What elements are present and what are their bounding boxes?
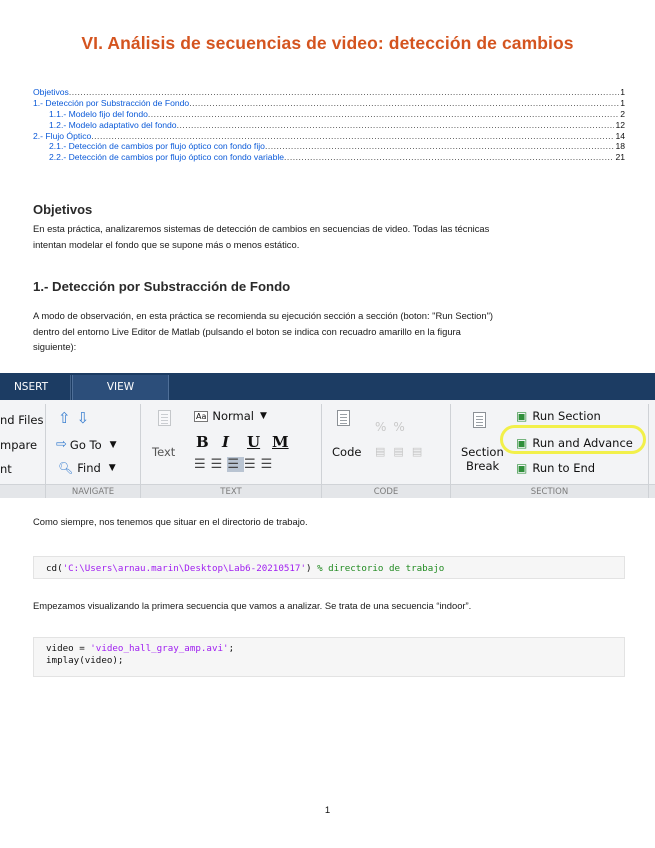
tab-view[interactable]: VIEW	[72, 375, 169, 400]
run-to-end-label: Run to End	[532, 461, 596, 475]
magnifier-icon: 🔍︎	[58, 461, 74, 475]
toolstrip-tab-bar	[0, 373, 655, 400]
run-section-icon: ▣	[516, 409, 528, 423]
chevron-down-icon: ▼	[259, 411, 267, 421]
section1-line-2: dentro del entorno Live Editor de Matlab (pulsando el boton se indica con recuadro amarillo en la figura	[33, 325, 461, 337]
document-title: VI. Análisis de secuencias de video: detección de cambios	[81, 33, 574, 53]
toc-entry-label[interactable]: 2.2.- Detección de cambios por flujo óptico con fondo variable	[49, 152, 285, 163]
run-advance-icon: ▣	[516, 436, 528, 450]
section1-line-1: A modo de observación, en esta práctica se recomienda su ejecución sección a sección (boton: "Run Section")	[33, 310, 494, 321]
section-break-icon-wrap[interactable]	[473, 412, 486, 428]
text-button-label[interactable]: Text	[152, 445, 176, 459]
comment-icon[interactable]: %	[375, 420, 394, 434]
go-to-button[interactable]	[56, 437, 117, 452]
toc-entry[interactable]	[33, 109, 625, 120]
toc-page-number: 2	[620, 108, 625, 119]
section1-heading: 1.- Detección por Substracción de Fondo	[33, 279, 291, 294]
italic-button[interactable]: I	[222, 433, 230, 451]
run-section-highlight	[500, 425, 646, 454]
code-block-implay	[33, 637, 625, 677]
objetivos-line-2: intentan modelar el fondo que se supone más o menos estático.	[33, 238, 300, 250]
run-section-label: Run Section	[532, 409, 601, 423]
toc-leader-dots	[284, 152, 614, 162]
workdir-paragraph: Como siempre, nos tenemos que situar en el directorio de trabajo.	[33, 516, 308, 527]
run-to-end-icon: ▣	[516, 461, 528, 475]
down-arrow-icon[interactable]: ⇩	[76, 409, 90, 427]
code-assign: video =	[46, 643, 91, 654]
text-doc-icon	[158, 410, 171, 426]
code-line-1	[46, 643, 624, 655]
code-button[interactable]: Code	[332, 445, 362, 459]
align-right-icon[interactable]: ☰	[260, 457, 278, 472]
page-number: 1	[324, 805, 331, 816]
code-line-2: implay(video);	[46, 655, 124, 666]
smart-indent-icon[interactable]: ▤	[411, 445, 431, 458]
compare-button[interactable]: mpare	[0, 438, 38, 452]
toolstrip-ribbon	[0, 400, 655, 498]
toc-leader-dots	[265, 141, 615, 151]
toc-leader-dots	[69, 87, 619, 97]
code-format-buttons[interactable]	[375, 420, 412, 434]
matlab-toolstrip-figure	[0, 373, 655, 498]
toc-entry-label[interactable]: 1.1.- Modelo fijo del fondo	[49, 108, 148, 119]
toc-page-number: 12	[615, 119, 625, 130]
objetivos-line-1: En esta práctica, analizaremos sistemas de detección de cambios en secuencias de video. Todas las técnicas	[33, 223, 490, 234]
find-files-button[interactable]: nd Files	[0, 413, 44, 427]
section-break-line2[interactable]: Break	[466, 459, 500, 473]
toc-entry-label[interactable]: Objetivos	[33, 87, 69, 97]
outdent-icon[interactable]: ▤	[393, 445, 412, 458]
navigate-arrows[interactable]	[58, 409, 89, 427]
toc-entry[interactable]	[33, 141, 625, 152]
indent-icon[interactable]: ▤	[375, 445, 394, 458]
section-break-icon	[473, 412, 486, 428]
navigate-group-label: NAVIGATE	[46, 484, 140, 498]
numbered-list-icon[interactable]: ☰	[210, 457, 228, 472]
code-button-icon[interactable]	[337, 410, 350, 426]
objetivos-heading: Objetivos	[33, 202, 93, 217]
run-advance-label: Run and Advance	[532, 436, 633, 450]
underline-button[interactable]: U	[247, 433, 261, 451]
run-to-end-button[interactable]	[516, 461, 595, 475]
go-to-icon: ⇨	[56, 437, 67, 452]
section-break-line1[interactable]: Section	[461, 445, 504, 459]
style-dropdown-value: Normal	[212, 409, 254, 423]
run-section-button[interactable]	[516, 409, 601, 423]
paragraph-format-buttons[interactable]	[194, 457, 277, 472]
toc-page-number: 21	[615, 152, 625, 163]
next-group-label	[649, 484, 655, 498]
section1-paragraph	[33, 308, 623, 355]
code-function: cd(	[46, 563, 63, 574]
align-center-icon[interactable]: ☰	[243, 457, 261, 472]
toc-entry-label[interactable]: 2.1.- Detección de cambios por flujo óptico con fondo fijo	[49, 141, 265, 152]
find-label: Find	[77, 461, 101, 475]
style-dropdown[interactable]	[194, 409, 267, 423]
toc-entry-label[interactable]: 1.- Detección por Substracción de Fondo	[33, 97, 190, 108]
code-doc-icon	[337, 410, 350, 426]
indent-buttons[interactable]	[375, 445, 430, 458]
text-style-icon: Aa	[196, 411, 207, 421]
section1-line-3: siguiente):	[33, 341, 77, 352]
go-to-label: Go To	[69, 437, 102, 452]
find-button[interactable]	[58, 461, 116, 475]
code-string: 'video_hall_gray_amp.avi'	[90, 643, 229, 654]
text-group-label: TEXT	[141, 484, 321, 498]
code-block-cd	[33, 556, 625, 579]
toc-entry[interactable]	[33, 87, 625, 98]
toc-page-number: 18	[615, 141, 625, 152]
print-button[interactable]: nt	[0, 462, 12, 476]
up-arrow-icon[interactable]: ⇧	[58, 409, 71, 427]
toc-leader-dots	[148, 109, 619, 119]
chevron-down-icon: ▼	[109, 439, 117, 450]
text-button[interactable]	[158, 410, 171, 426]
toc-page-number: 1	[620, 87, 625, 97]
toc-leader-dots	[177, 120, 615, 130]
code-paren: )	[306, 563, 318, 574]
chevron-down-icon: ▼	[108, 463, 116, 473]
toc-entry-label[interactable]: 2.- Flujo Óptico	[33, 130, 92, 141]
tab-insert[interactable]: NSERT	[0, 375, 71, 400]
toc-entry-label[interactable]: 1.2.- Modelo adaptativo del fondo	[49, 119, 177, 130]
section-group-label: SECTION	[451, 484, 648, 498]
objetivos-paragraph	[33, 221, 623, 252]
bold-button[interactable]: B	[196, 433, 209, 451]
toc-leader-dots	[189, 98, 619, 108]
align-left-icon[interactable]: ☰	[227, 457, 244, 472]
code-semicolon: ;	[228, 643, 235, 654]
toc-page-number: 1	[620, 97, 625, 108]
code-string: 'C:\Users\arnau.marin\Desktop\Lab6-20210517'	[62, 563, 306, 574]
code-group-label: CODE	[322, 484, 450, 498]
bulleted-list-icon[interactable]: ☰	[194, 457, 211, 472]
table-of-contents	[33, 87, 625, 163]
toc-page-number: 14	[615, 130, 625, 141]
video-paragraph: Empezamos visualizando la primera secuencia que vamos a analizar. Se trata de una secuencia “indoor”.	[33, 600, 472, 611]
uncomment-icon[interactable]: %	[393, 420, 412, 434]
toc-entry[interactable]	[33, 131, 625, 142]
file-group-label	[0, 484, 45, 498]
toc-entry[interactable]	[33, 98, 625, 109]
toc-entry[interactable]	[33, 152, 625, 163]
code-comment: % directorio de trabajo	[317, 563, 445, 574]
monospace-button[interactable]: M	[272, 433, 289, 451]
toc-leader-dots	[91, 131, 614, 141]
toc-entry[interactable]	[33, 120, 625, 131]
